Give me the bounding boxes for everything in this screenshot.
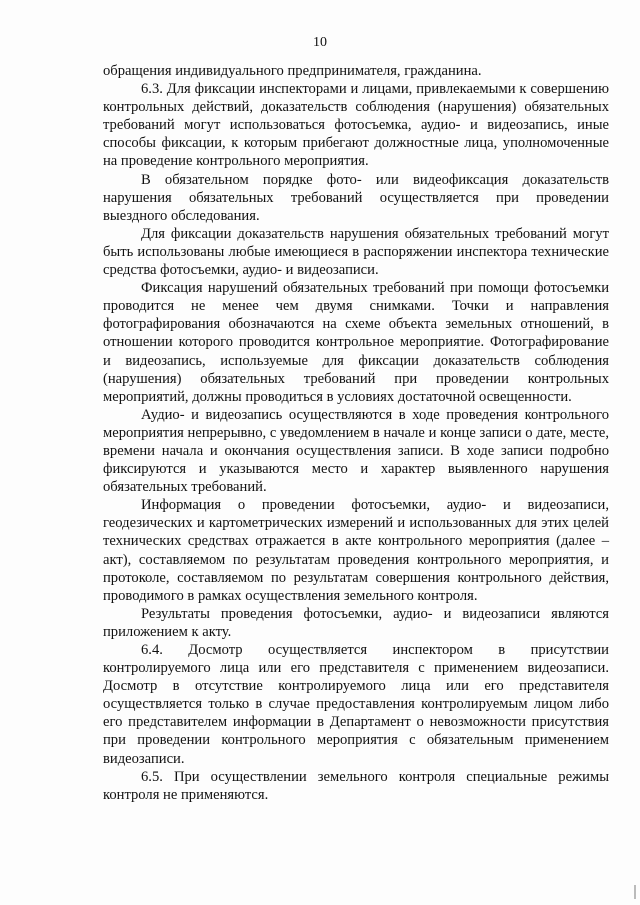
- paragraph-information-record: Информация о проведении фотосъемки, аудио- и видеозаписи, геодезических и картометрических измерений и использованных для этих целей технических средствах отражается в акте контрольного мероприятия (далее – акт), составляемом по результатам проведения контрольного мероприятия, и протоколе, составляемом по результатам совершения контрольного действия, проводимого в рамках осуществления земельного контроля.: [103, 497, 609, 604]
- paragraph-continuation: обращения индивидуального предпринимателя, гражданина.: [103, 63, 482, 79]
- paragraph-6-5: 6.5. При осуществлении земельного контроля специальные режимы контроля не применяются.: [103, 768, 609, 803]
- paragraph-6-3: 6.3. Для фиксации инспекторами и лицами, привлекаемыми к совершению контрольных действий, доказательств соблюдения (нарушения) обязательных требований могут использоваться фотосъемка, аудио- и видеозапись, иные способы фиксации, к которым прибегают должностные лица, уполномоченные на проведение контрольного мероприятия.: [103, 81, 609, 170]
- paragraph-6-4: 6.4. Досмотр осуществляется инспектором в присутствии контролируемого лица или его представителя с применением видеозаписи. Досмотр в отсутствие контролируемого лица или его представителя осуществляется только в случае предоставления контролируемым лицом либо его представителем информации в Департамент о невозможности присутствия при проведении контрольного мероприятия с обязательным применением видеозаписи.: [103, 642, 609, 767]
- paragraph-audio-video: Аудио- и видеозапись осуществляются в ходе проведения контрольного мероприятия непрерывно, с уведомлением в начале и конце записи о дате, месте, времени начала и окончания осуществления записи. В ходе записи подробно фиксируются и указываются место и характер выявленного нарушения обязательных требований.: [103, 406, 609, 496]
- page-number: 10: [313, 35, 327, 50]
- document-body: [103, 62, 609, 804]
- paragraph-results-appendix: Результаты проведения фотосъемки, аудио- и видеозаписи являются приложением к акту.: [103, 605, 609, 640]
- paragraph-mandatory-fixation: В обязательном порядке фото- или видеофиксация доказательств нарушения обязательных требований осуществляется при проведении выездного обследования.: [103, 171, 609, 224]
- paragraph-photo-fixation: Фиксация нарушений обязательных требований при помощи фотосъемки проводится не менее чем двумя снимками. Точки и направления фотографирования обозначаются на схеме объекта земельных отношений, в отношении которого проводится контрольное мероприятие. Фотографирование и видеозапись, используемые для фиксации доказательств соблюдения (нарушения) обязательных требований при проведении контрольных мероприятий, должны проводиться в условиях достаточной освещенности.: [103, 280, 609, 405]
- paragraph-technical-means: Для фиксации доказательств нарушения обязательных требований могут быть использованы любые имеющиеся в распоряжении инспектора технические средства фотосъемки, аудио- и видеозаписи.: [103, 225, 609, 279]
- scan-edge-mark: [634, 885, 636, 899]
